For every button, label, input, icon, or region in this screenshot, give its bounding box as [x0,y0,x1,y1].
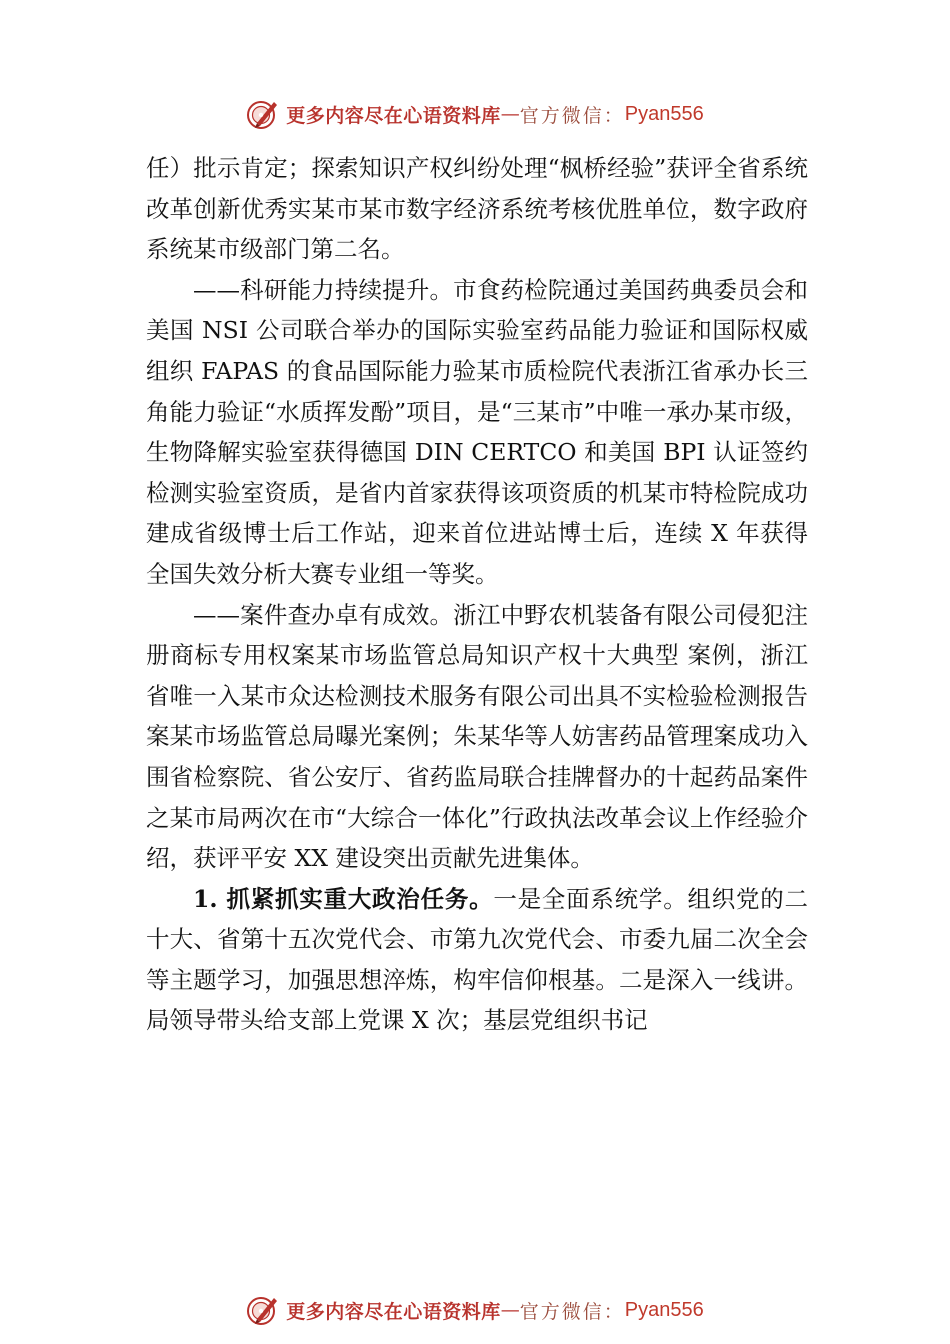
paragraph-text: 一是全面系统学。组织党的二十大、省第十五次党代会、市第九次党代会、市委九届二次全会等主题学习，加强思想淬炼，构牢信仰根基。二是深入一线讲。局领导带头给支部上党课 X 次；基层党组织书记 [146,884,808,1035]
banner-wechat-id: Pyan556 [624,102,704,125]
paragraph-text: 任）批示肯定；探索知识产权纠纷处理“枫桥经验”获评全省系统改革创新优秀实某市某市数字经济系统考核优胜单位，数字政府系统某市级部门第二名。 [146,154,808,264]
banner-wechat-id: Pyan556 [624,1298,704,1321]
paragraph-lead: ——案件查办卓有成效。 [193,600,454,629]
paragraph-4 [146,879,808,1041]
banner-site-name: 更多内容尽在心语资料库 [286,1300,501,1323]
banner-label: 官方微信： [519,104,625,127]
header-banner [0,94,950,134]
paragraph-lead: ——科研能力持续提升。 [193,275,454,304]
paragraph-text: 浙江中野农机装备有限公司侵犯注册商标专用权案某市场监管总局知识产权十大典型 案例，浙江省唯一入某市众达检测技术服务有限公司出具不实检验检测报告案某市场监管总局曝光案例；朱某华等人妨害药品管理案成功入围省检察院、省公安厅、省药监局联合挂牌督办的十起药品案件之某市局两次在市“大综合一体化”行政执法改革会议上作经验介绍，获评平安 XX 建设突出贡献先进集体。 [146,600,809,873]
document-body [146,148,808,1041]
paragraph-1 [146,148,808,270]
banner-label: 官方微信： [519,1300,625,1323]
banner-dash: — [500,1299,520,1321]
paragraph-text: 市食药检院通过美国药典委员会和美国 NSI 公司联合举办的国际实验室药品能力验证和国际权威组织 FAPAS 的食品国际能力验某市质检院代表浙江省承办长三角能力验证“水质挥发酚”项目，是“三某市”中唯一承办某市级，生物降解实验室获得德国 DIN CERTCO 和美国 BPI 认证签约检测实验室资质，是省内首家获得该项资质的机某市特检院成功建成省级博士后工作站，迎来首位进站博士后，连续 X 年获得全国失效分析大赛专业组一等奖。 [146,275,809,588]
banner-dash: — [500,103,520,125]
pen-logo-icon [246,1293,280,1327]
banner-site-name: 更多内容尽在心语资料库 [286,104,501,127]
footer-banner [0,1290,950,1330]
paragraph-3 [146,595,808,879]
paragraph-2 [146,270,808,595]
pen-logo-icon [246,97,280,131]
section-heading: 1. 抓紧抓实重大政治任务。 [193,884,494,913]
